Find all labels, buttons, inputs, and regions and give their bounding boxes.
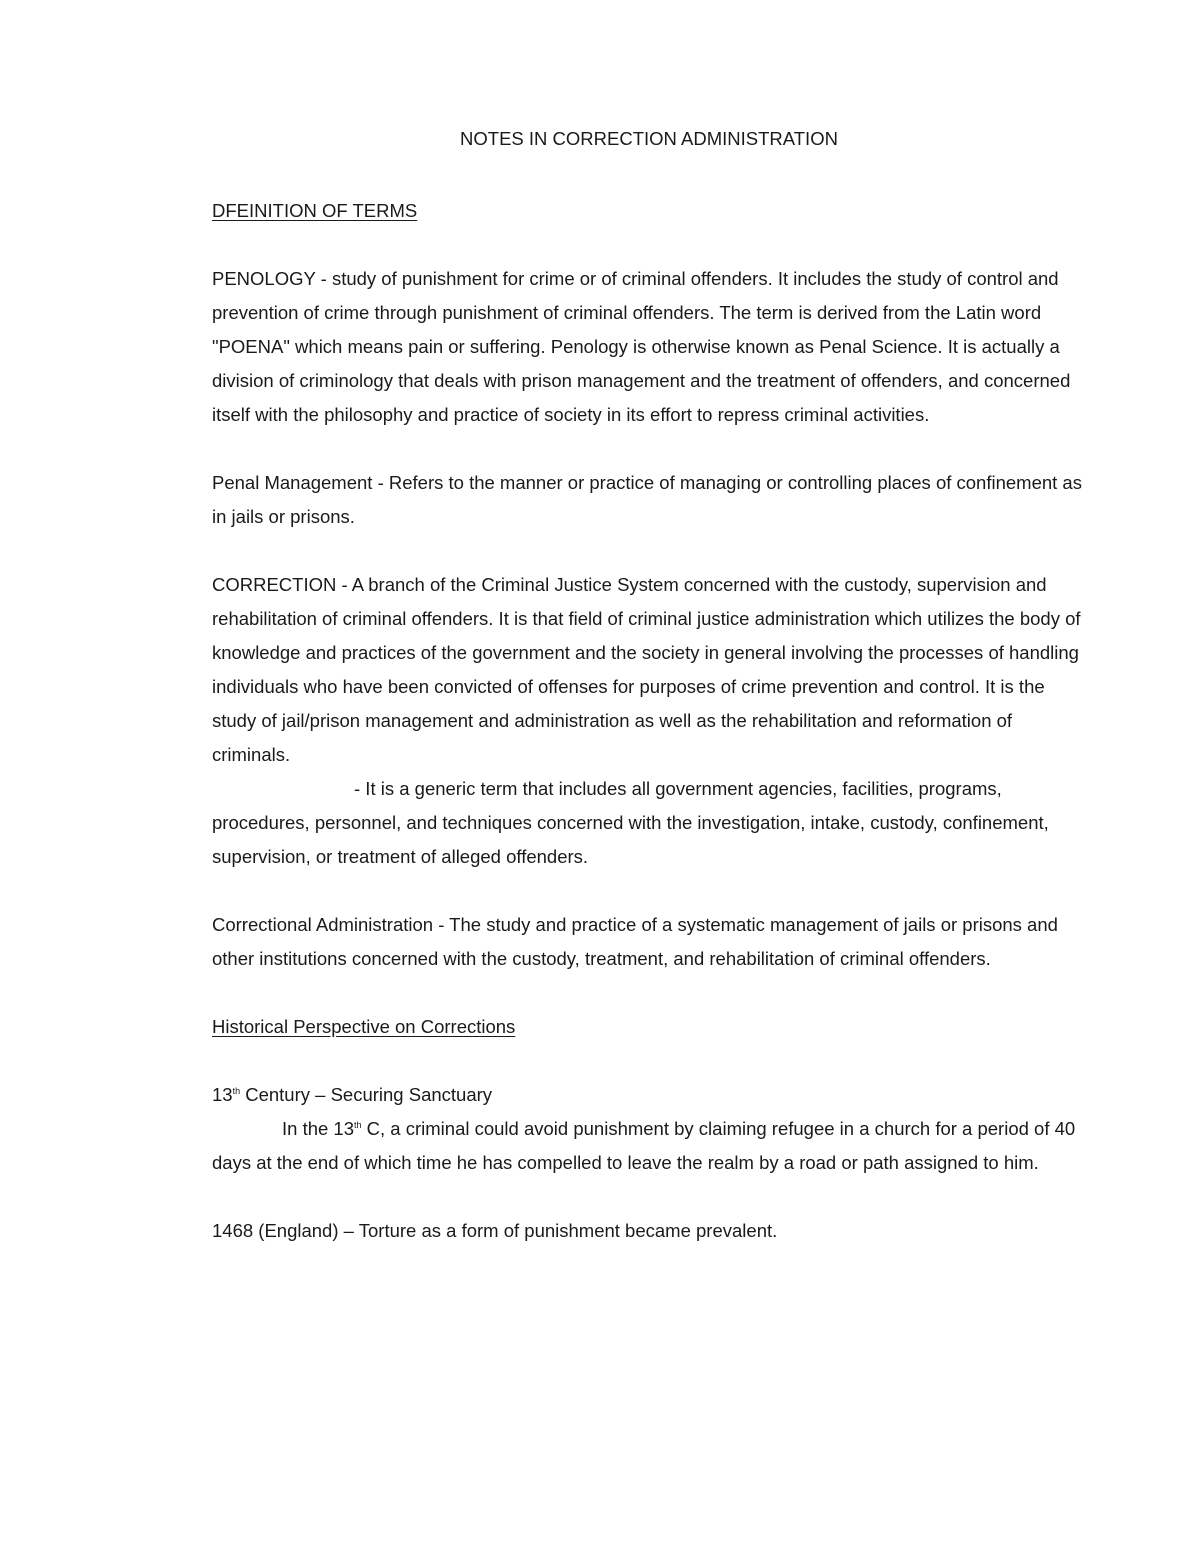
document-title: NOTES IN CORRECTION ADMINISTRATION: [460, 128, 838, 149]
document-body: [212, 194, 1084, 1248]
historical-heading: Historical Perspective on Corrections: [212, 1016, 516, 1037]
definitions-heading: DFEINITION OF TERMS: [212, 200, 418, 221]
penal-management-definition: Penal Management - Refers to the manner or practice of managing or controlling places of confinement as in jails or prisons.: [212, 472, 1082, 527]
penology-definition: PENOLOGY - study of punishment for crime or of criminal offenders. It includes the study of control and prevention of crime through punishment of criminal offenders. The term is derived from the Latin word "POENA" which means pain or suffering. Penology is otherwise known as Penal Science. It is actually a division of criminology that deals with prison management and the treatment of offenders, and concerned itself with the philosophy and practice of society in its effort to repress criminal activities.: [212, 268, 1071, 425]
correction-definition: CORRECTION - A branch of the Criminal Justice System concerned with the custody, supervision and rehabilitation of criminal offenders. It is that field of criminal justice administration which utilizes the body of knowledge and practices of the government and the society in general involving the processes of handling individuals who have been convicted of offenses for purposes of crime prevention and control. It is the study of jail/prison management and administration as well as the rehabilitation and reformation of criminals.: [212, 574, 1081, 765]
century13-number: 13: [212, 1084, 233, 1105]
century13-sup: th: [232, 1086, 241, 1096]
year-1468-entry: 1468 (England) – Torture as a form of punishment became prevalent.: [212, 1220, 778, 1241]
century13-heading-text: Century – Securing Sanctuary: [240, 1084, 493, 1105]
century13-para-sup: th: [354, 1120, 362, 1130]
correction-generic-text: - It is a generic term that includes all government agencies, facilities, programs, procedures, personnel, and techniques concerned with the investigation, intake, custody, confinement, supervision, or treatment of alleged offenders.: [212, 778, 1049, 867]
century13-para-text: C, a criminal could avoid punishment by claiming refugee in a church for a period of 40 days at the end of which time he has compelled to leave the realm by a road or path assigned to him.: [212, 1118, 1076, 1173]
century13-para-start: In the 13: [282, 1118, 355, 1139]
century13-paragraph: [212, 1112, 1084, 1180]
correction-generic-definition: [212, 772, 1084, 874]
century13-heading: [212, 1078, 1084, 1112]
correctional-administration-definition: Correctional Administration - The study and practice of a systematic management of jails or prisons and other institutions concerned with the custody, treatment, and rehabilitation of criminal offenders.: [212, 914, 1058, 969]
